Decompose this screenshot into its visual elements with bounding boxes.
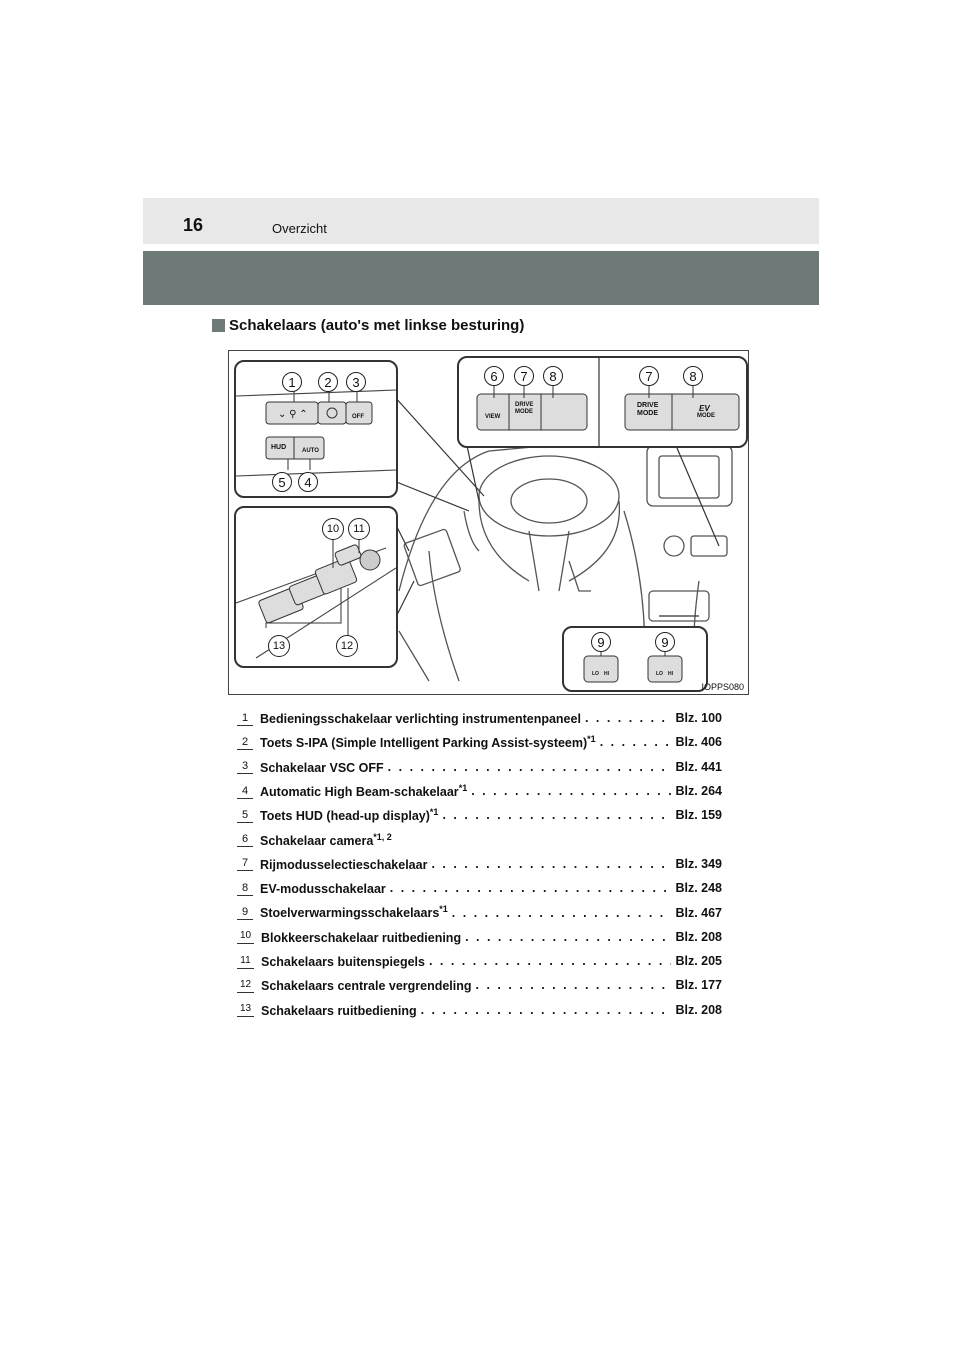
list-item xyxy=(237,998,722,1022)
section-heading xyxy=(212,317,524,334)
callout-number: 2 xyxy=(318,372,338,392)
item-page-ref: Blz. 406 xyxy=(675,735,722,750)
leader-dots xyxy=(471,784,671,798)
item-number: 13 xyxy=(237,1002,254,1017)
svg-text:⌄ ⚲ ⌃: ⌄ ⚲ ⌃ xyxy=(278,409,308,420)
leader-dots xyxy=(421,1003,672,1017)
item-page-ref: Blz. 264 xyxy=(675,784,722,799)
item-page-ref: Blz. 467 xyxy=(675,905,722,920)
callout-number: 10 xyxy=(322,518,344,540)
item-page-ref: Blz. 177 xyxy=(675,978,722,993)
callout-number: 4 xyxy=(298,472,318,492)
door-panel-drawing xyxy=(236,508,396,666)
figure-code: IOPPS080 xyxy=(701,682,744,692)
item-page-ref: Blz. 208 xyxy=(675,1002,722,1017)
heading-text: Schakelaars (auto's met linkse besturing) xyxy=(229,317,525,334)
item-number: 1 xyxy=(237,711,253,726)
item-label: Blokkeerschakelaar ruitbediening xyxy=(261,930,462,945)
list-item xyxy=(237,973,722,997)
heading-marker-icon xyxy=(212,319,225,332)
callout-seat-heaters xyxy=(562,626,708,692)
list-item xyxy=(237,827,722,851)
view-button-label: VIEW xyxy=(485,414,501,420)
item-label: Schakelaars centrale vergrendeling xyxy=(261,979,472,994)
header-band xyxy=(143,251,819,305)
item-page-ref: Blz. 205 xyxy=(675,954,722,969)
callout-dash-left xyxy=(234,360,398,498)
list-item xyxy=(237,925,722,949)
item-number: 6 xyxy=(237,832,253,847)
page-number: 16 xyxy=(183,215,204,235)
item-number: 2 xyxy=(237,735,253,750)
list-item xyxy=(237,852,722,876)
item-number: 4 xyxy=(237,784,253,799)
seat-lo-label: LO xyxy=(592,671,599,677)
item-number: 7 xyxy=(237,856,253,871)
callout-number: 12 xyxy=(336,635,358,657)
leader-dots xyxy=(431,857,671,871)
off-button-label: OFF xyxy=(352,414,364,420)
callout-number: 9 xyxy=(591,632,611,652)
drive-label-small: DRIVE xyxy=(515,402,534,408)
leader-dots xyxy=(465,930,671,944)
item-page-ref: Blz. 248 xyxy=(675,881,722,896)
seat-lo-label: LO xyxy=(656,671,663,677)
ev-mode-sub-label: MODE xyxy=(697,413,715,419)
callout-number: 1 xyxy=(282,372,302,392)
item-label: Rijmodusselectieschakelaar xyxy=(260,858,428,872)
list-item xyxy=(237,755,722,779)
seat-hi-label: HI xyxy=(668,671,673,677)
item-label: Automatic High Beam-schakelaar$^{*1}$ xyxy=(260,782,468,800)
hud-button-label: HUD xyxy=(271,444,287,451)
callout-dash-right xyxy=(457,356,748,448)
auto-button-label: AUTO xyxy=(302,448,319,454)
section-title: Overzicht xyxy=(272,221,327,236)
callout-number: 11 xyxy=(348,518,370,540)
item-number: 12 xyxy=(237,978,254,993)
header-bar xyxy=(143,198,819,244)
callout-number: 7 xyxy=(639,366,659,386)
item-number: 9 xyxy=(237,905,253,920)
callout-number: 3 xyxy=(346,372,366,392)
item-page-ref: Blz. 100 xyxy=(675,711,722,726)
switches-illustration xyxy=(228,350,749,695)
callout-number: 8 xyxy=(683,366,703,386)
item-label: Schakelaar camera$^{*1, 2}$ xyxy=(260,831,392,848)
list-item xyxy=(237,779,722,803)
item-label: Toets HUD (head-up display)$^{*1}$ xyxy=(260,807,439,824)
callout-number: 7 xyxy=(514,366,534,386)
mode-label-large: MODE xyxy=(637,410,658,417)
leader-dots xyxy=(429,954,671,968)
item-label: Bedieningsschakelaar verlichting instrumentenpaneel xyxy=(260,712,581,727)
callout-number: 13 xyxy=(268,635,290,657)
item-page-ref: Blz. 349 xyxy=(675,856,722,871)
leader-dots xyxy=(442,808,671,822)
leader-dots xyxy=(388,760,672,774)
leader-dots xyxy=(476,978,672,992)
item-number: 5 xyxy=(237,808,253,823)
item-page-ref: Blz. 441 xyxy=(675,759,722,774)
callout-number: 6 xyxy=(484,366,504,386)
item-label: Stoelverwarmingsschakelaars$^{*1}$ xyxy=(260,904,448,921)
leader-dots xyxy=(600,735,672,749)
callout-number: 8 xyxy=(543,366,563,386)
leader-dots xyxy=(585,711,672,725)
callout-number: 5 xyxy=(272,472,292,492)
list-item xyxy=(237,949,722,973)
switch-list xyxy=(237,706,722,1022)
item-label: Schakelaars ruitbediening xyxy=(261,1003,417,1018)
drive-label-large: DRIVE xyxy=(637,402,659,409)
item-label: Schakelaars buitenspiegels xyxy=(261,955,425,970)
item-number: 11 xyxy=(237,954,254,969)
list-item xyxy=(237,706,722,730)
callout-door-panel xyxy=(234,506,398,668)
item-page-ref: Blz. 159 xyxy=(675,808,722,823)
ev-mode-label: EV xyxy=(699,404,710,413)
item-label: EV-modusschakelaar xyxy=(260,882,386,897)
list-item xyxy=(237,803,722,827)
leader-dots xyxy=(390,881,672,895)
seat-hi-label: HI xyxy=(604,671,609,677)
item-number: 3 xyxy=(237,759,253,774)
list-item xyxy=(237,876,722,900)
callout-number: 9 xyxy=(655,632,675,652)
list-item xyxy=(237,900,722,924)
leader-dots xyxy=(452,906,672,920)
list-item xyxy=(237,730,722,754)
item-page-ref: Blz. 208 xyxy=(675,929,722,944)
item-number: 8 xyxy=(237,881,253,896)
item-label: Schakelaar VSC OFF xyxy=(260,760,384,775)
item-label: Toets S-IPA (Simple Intelligent Parking Assist-systeem)$^{*1}$ xyxy=(260,734,596,751)
item-number: 10 xyxy=(237,929,254,944)
mode-label-small: MODE xyxy=(515,409,533,415)
seat-heater-drawing xyxy=(564,628,706,690)
